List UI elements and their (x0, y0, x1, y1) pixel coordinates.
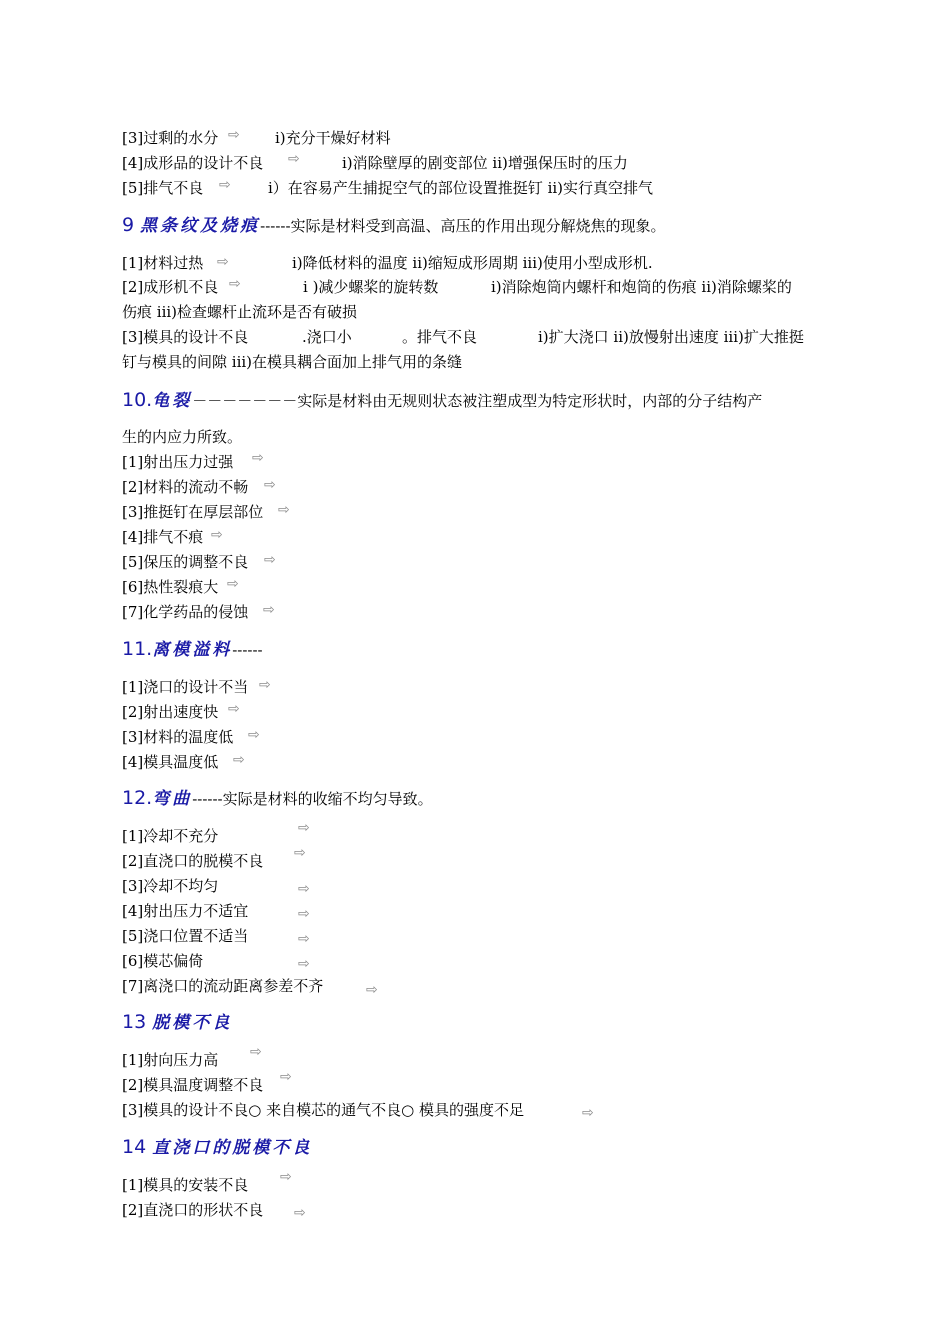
section-number: 11. (122, 638, 153, 660)
right-arrow-icon: ⇨ (259, 677, 271, 693)
text-line: [7]离浇口的流动距离参差不齐 (122, 977, 324, 995)
text-line: [3]模具的设计不良○ 来自模芯的通气不良○ 模具的强度不足 (122, 1101, 524, 1119)
right-arrow-icon: ⇨ (298, 931, 310, 947)
section-heading (122, 214, 666, 237)
text-line: [2]直浇口的脱模不良 (122, 852, 264, 870)
text-line: i)充分干燥好材料 (275, 129, 391, 147)
right-arrow-icon: ⇨ (298, 881, 310, 897)
section-title: 直浇口的脱模不良 (152, 1138, 313, 1158)
right-arrow-icon: ⇨ (288, 151, 300, 167)
section-heading (122, 1011, 232, 1034)
text-line: i)消除壁厚的剧变部位 ii)增强保压时的压力 (342, 154, 628, 172)
right-arrow-icon: ⇨ (582, 1105, 594, 1121)
section-heading (122, 1136, 312, 1159)
text-line: i)降低材料的温度 ii)缩短成形周期 iii)使用小型成形机. (292, 254, 653, 272)
text-line: [1]浇口的设计不当 (122, 678, 249, 696)
section-heading (122, 389, 762, 412)
right-arrow-icon: ⇨ (252, 450, 264, 466)
text-line: [3]推挺钉在厚层部位 (122, 503, 264, 521)
text-line: [6]热性裂痕大 (122, 578, 219, 596)
right-arrow-icon: ⇨ (294, 1205, 306, 1221)
text-line: 生的内应力所致。 (122, 428, 243, 446)
section-description: ------实际是材料的收缩不均匀导致。 (192, 790, 433, 808)
section-description: ------ (232, 641, 263, 659)
text-line: [3]过剩的水分 (122, 129, 219, 147)
text-line: [2]成形机不良 (122, 278, 219, 296)
right-arrow-icon: ⇨ (298, 956, 310, 972)
right-arrow-icon: ⇨ (366, 982, 378, 998)
section-number: 13 (122, 1011, 153, 1033)
right-arrow-icon: ⇨ (294, 845, 306, 861)
right-arrow-icon: ⇨ (280, 1169, 292, 1185)
text-line: [1]材料过热 (122, 254, 204, 272)
text-line: [6]模芯偏倚 (122, 952, 204, 970)
text-line: [2]直浇口的形状不良 (122, 1201, 264, 1219)
section-description: ------实际是材料受到高温、高压的作用出现分解烧焦的现象。 (260, 217, 666, 235)
section-title: 弯曲 (152, 789, 193, 809)
text-line: [7]化学药品的侵蚀 (122, 603, 249, 621)
text-line: .浇口小 (302, 328, 352, 346)
section-number: 12. (122, 787, 153, 809)
section-number: 9 (122, 214, 141, 236)
right-arrow-icon: ⇨ (264, 552, 276, 568)
text-line: [3]模具的设计不良 (122, 328, 249, 346)
text-line: [4]射出压力不适宜 (122, 902, 249, 920)
text-line: 钉与模具的间隙 iii)在模具耦合面加上排气用的条缝 (122, 353, 463, 371)
text-line: [5]保压的调整不良 (122, 553, 249, 571)
text-line: [4]成形品的设计不良 (122, 154, 264, 172)
text-line: [1]模具的安装不良 (122, 1176, 249, 1194)
text-line: [2]材料的流动不畅 (122, 478, 249, 496)
section-title: 龟裂 (152, 391, 193, 411)
right-arrow-icon: ⇨ (227, 576, 239, 592)
text-line: [5]浇口位置不适当 (122, 927, 249, 945)
right-arrow-icon: ⇨ (280, 1069, 292, 1085)
right-arrow-icon: ⇨ (248, 727, 260, 743)
text-line: [3]材料的温度低 (122, 728, 234, 746)
right-arrow-icon: ⇨ (278, 502, 290, 518)
text-line: [5]排气不良 (122, 179, 204, 197)
right-arrow-icon: ⇨ (228, 127, 240, 143)
text-line: [3]冷却不均匀 (122, 877, 219, 895)
right-arrow-icon: ⇨ (228, 701, 240, 717)
right-arrow-icon: ⇨ (211, 527, 223, 543)
section-title: 脱模不良 (152, 1013, 233, 1033)
right-arrow-icon: ⇨ (298, 906, 310, 922)
section-heading (122, 638, 263, 661)
right-arrow-icon: ⇨ (233, 752, 245, 768)
right-arrow-icon: ⇨ (229, 276, 241, 292)
right-arrow-icon: ⇨ (250, 1044, 262, 1060)
section-title: 离模溢料 (152, 640, 233, 660)
right-arrow-icon: ⇨ (264, 477, 276, 493)
section-heading (122, 787, 433, 810)
text-line: i）在容易产生捕捉空气的部位设置推挺钉 ii)实行真空排气 (268, 179, 654, 197)
right-arrow-icon: ⇨ (298, 820, 310, 836)
text-line: [2]射出速度快 (122, 703, 219, 721)
text-line: [4]排气不痕 (122, 528, 204, 546)
section-title: 黑条纹及烧痕 (140, 216, 261, 236)
text-line: [1]射出压力过强 (122, 453, 234, 471)
section-number: 10. (122, 389, 153, 411)
text-line: i)消除炮筒内螺杆和炮筒的伤痕 ii)消除螺桨的 (491, 278, 792, 296)
text-line: [1]射向压力高 (122, 1051, 219, 1069)
text-line: i)扩大浇口 ii)放慢射出速度 iii)扩大推挺 (538, 328, 804, 346)
text-line: 伤痕 iii)检查螺杆止流环是否有破损 (122, 303, 358, 321)
right-arrow-icon: ⇨ (217, 254, 229, 270)
text-line: [2]模具温度调整不良 (122, 1076, 264, 1094)
section-description: －－－－－－－实际是材料由无规则状态被注塑成型为特定形状时，内部的分子结构产 (192, 392, 763, 410)
right-arrow-icon: ⇨ (263, 602, 275, 618)
section-number: 14 (122, 1136, 153, 1158)
text-line: 。排气不良 (402, 328, 478, 346)
right-arrow-icon: ⇨ (219, 177, 231, 193)
text-line: [4]模具温度低 (122, 753, 219, 771)
text-line: [1]冷却不充分 (122, 827, 219, 845)
text-line: i )减少螺桨的旋转数 (303, 278, 439, 296)
